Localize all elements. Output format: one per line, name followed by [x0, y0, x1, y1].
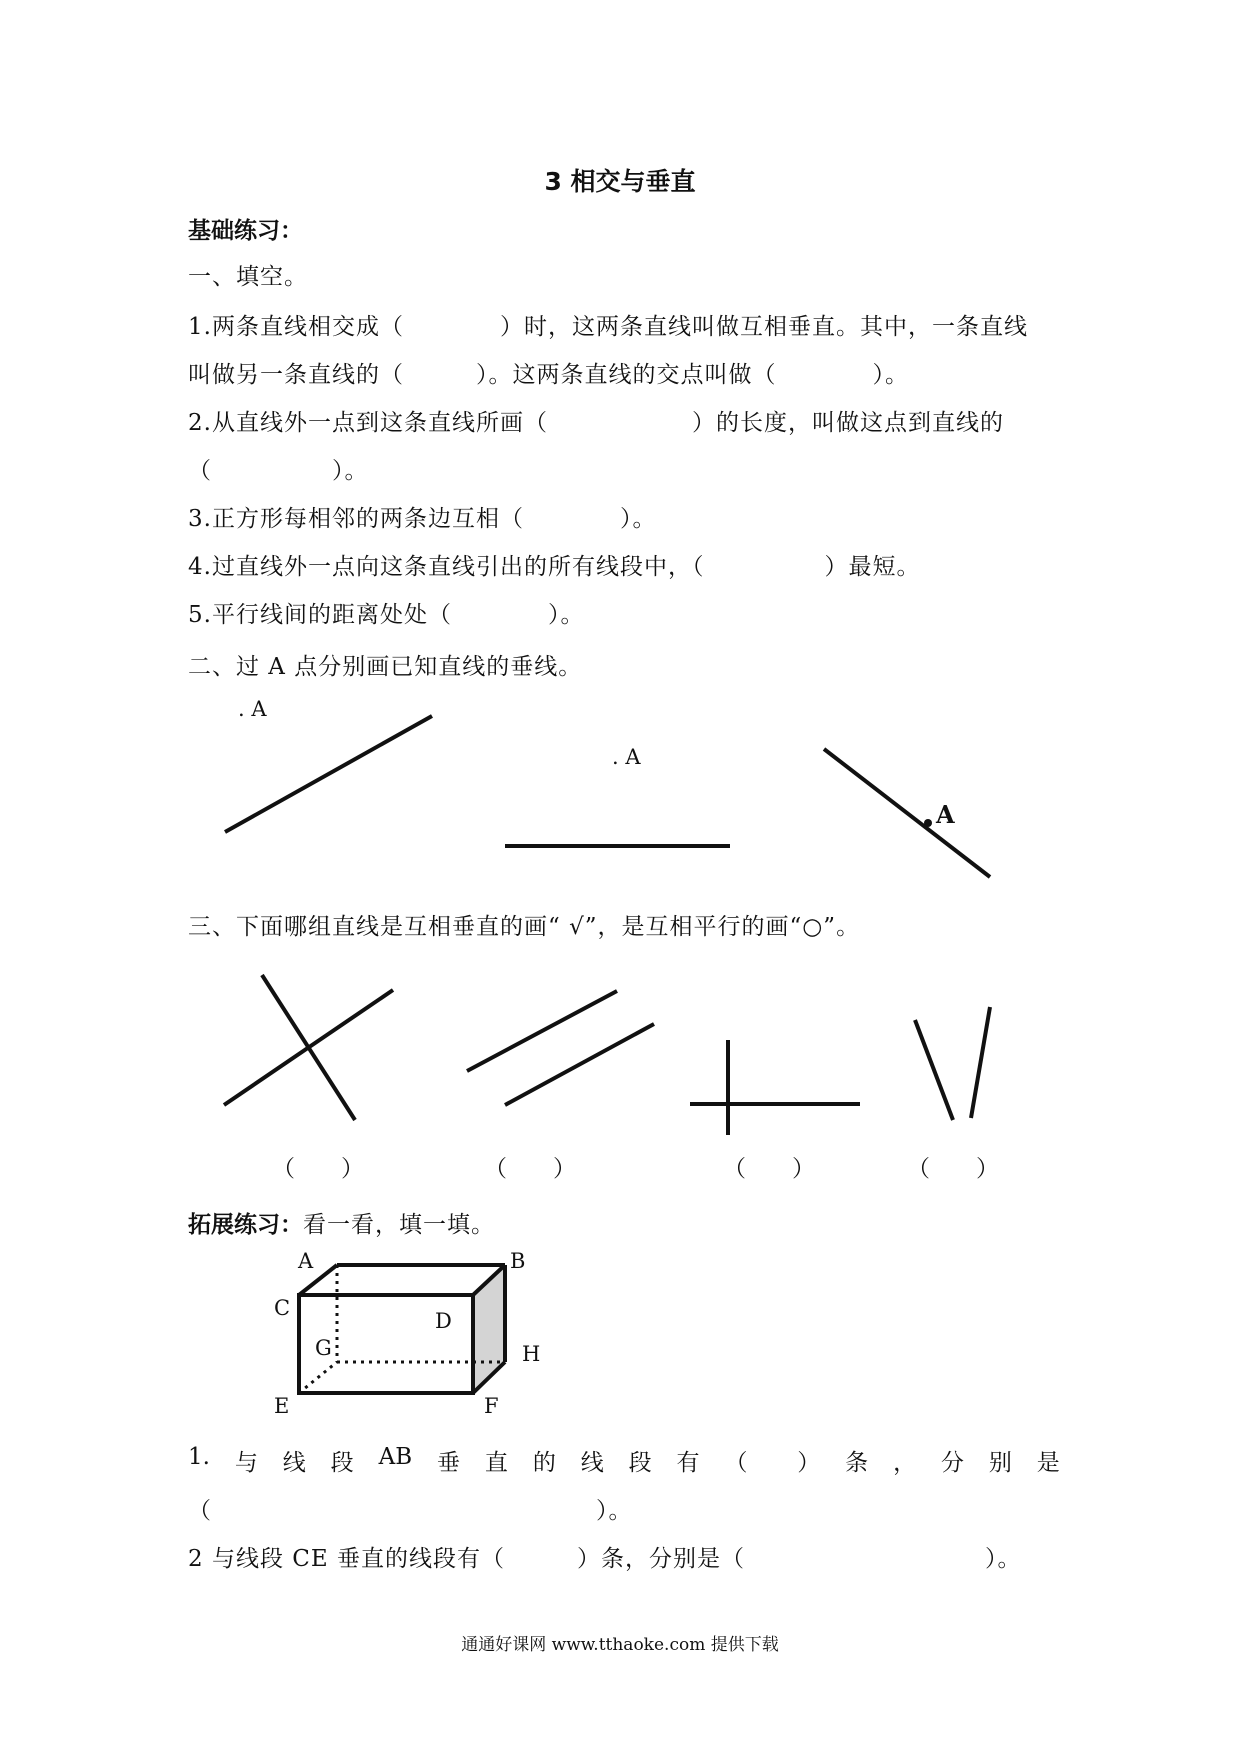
parallel-line-b: [505, 1024, 654, 1105]
q1-word: 与: [234, 1450, 258, 1476]
section-3-heading: 三、下面哪组直线是互相垂直的画“ √”，是互相平行的画“○”。: [188, 914, 861, 940]
cuboid-label-d: D: [435, 1309, 452, 1333]
line-figure-3: [824, 749, 990, 877]
q1-word: 的: [532, 1450, 556, 1476]
q1-word: 直: [484, 1450, 508, 1476]
extension-heading: 拓展练习：: [188, 1212, 303, 1238]
q1-word: ，: [893, 1450, 917, 1476]
q1-word: 段: [330, 1450, 354, 1476]
q1-word: 是: [1036, 1450, 1060, 1476]
q1-word: 分: [940, 1450, 964, 1476]
cuboid-label-g: G: [315, 1336, 332, 1360]
intersecting-line-b: [224, 990, 393, 1105]
question-1-line-2: 叫做另一条直线的（ ）。这两条直线的交点叫做（ ）。: [188, 362, 909, 388]
point-a-dot-3: [924, 819, 932, 827]
answer-parens-1: （ ）: [272, 1156, 364, 1182]
parallel-line-a: [467, 991, 617, 1071]
question-5: 5.平行线间的距离处处（ ）。: [188, 602, 585, 628]
question-2-line-1: 2.从直线外一点到这条直线所画（ ）的长度，叫做这点到直线的: [188, 410, 1004, 436]
question-3: 3.正方形每相邻的两条边互相（ ）。: [188, 506, 657, 532]
q1-word: 线: [580, 1450, 604, 1476]
angled-line-b: [971, 1007, 990, 1118]
cuboid-label-a: A: [298, 1249, 314, 1273]
answer-parens-3: （ ）: [723, 1156, 815, 1182]
extension-heading-row: [188, 1206, 495, 1239]
q1-word: 有: [676, 1450, 700, 1476]
q1-word: AB: [378, 1444, 413, 1470]
cuboid-label-f: F: [484, 1394, 499, 1418]
question-1-line-1: 1.两条直线相交成（ ）时，这两条直线叫做互相垂直。其中，一条直线: [188, 314, 1028, 340]
cuboid-side-face: [473, 1265, 505, 1393]
answer-parens-2: （ ）: [484, 1156, 576, 1182]
cuboid-label-b: B: [510, 1249, 526, 1273]
cuboid-label-e: E: [274, 1394, 290, 1418]
point-a-label-1: . A: [238, 697, 267, 721]
line-figure-1: [225, 716, 432, 832]
extension-heading-rest: 看一看，填一填。: [303, 1212, 495, 1238]
q1-word: 条: [845, 1450, 869, 1476]
basic-practice-heading: 基础练习：: [188, 218, 303, 244]
cuboid-label-h: H: [522, 1342, 541, 1366]
answer-parens-4: （ ）: [907, 1156, 999, 1182]
question-2-line-2: （ ）。: [188, 458, 369, 484]
angled-line-a: [915, 1020, 953, 1120]
q1-word: 垂: [437, 1450, 460, 1476]
q1-word: 1.: [188, 1444, 210, 1470]
section-1-heading: 一、填空。: [188, 264, 308, 290]
section-2-heading: 二、过 A 点分别画已知直线的垂线。: [188, 654, 583, 680]
q1-word: 别: [988, 1450, 1012, 1476]
page-footer: 通通好课网 www.tthaoke.com 提供下载: [461, 1635, 779, 1655]
page-title: 3 相交与垂直: [544, 167, 696, 196]
cuboid: [299, 1265, 505, 1393]
point-a-label-3: A: [936, 800, 955, 829]
q1-word: 段: [628, 1450, 652, 1476]
extension-question-1-line-1: [188, 1444, 1060, 1477]
question-4: 4.过直线外一点向这条直线引出的所有线段中，（ ）最短。: [188, 554, 921, 580]
q1-word: ）: [797, 1450, 821, 1476]
extension-question-1-line-2: （ ）。: [188, 1498, 633, 1524]
point-a-label-2: . A: [612, 745, 641, 769]
q1-word: （: [724, 1450, 748, 1476]
cuboid-label-c: C: [274, 1296, 291, 1320]
q1-word: 线: [282, 1450, 306, 1476]
extension-question-2: 2 与线段 CE 垂直的线段有（ ）条，分别是（ ）。: [188, 1546, 1022, 1572]
